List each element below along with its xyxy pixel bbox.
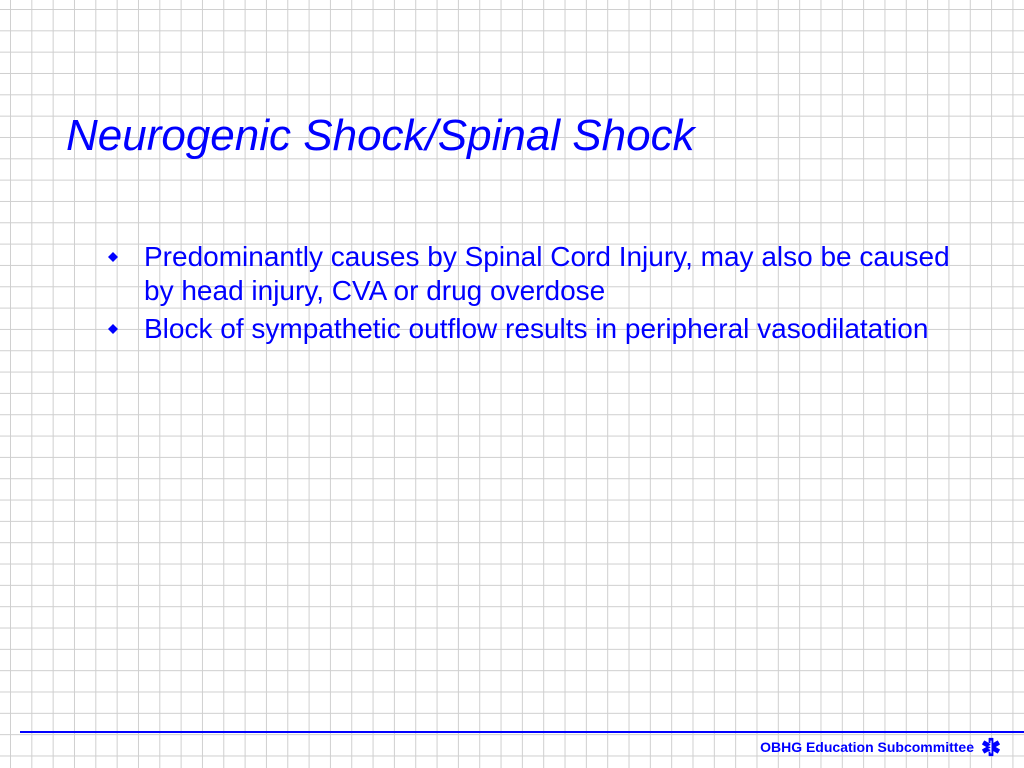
bullet-item <box>106 312 966 346</box>
diamond-bullet-icon <box>108 252 118 262</box>
footer-divider <box>20 731 1024 733</box>
diamond-bullet-icon <box>108 324 118 334</box>
bullet-text: Predominantly causes by Spinal Cord Injury, may also be caused by head injury, CVA or drug overdose <box>144 241 950 306</box>
bullet-text: Block of sympathetic outflow results in peripheral vasodilatation <box>144 313 929 344</box>
footer <box>760 736 1002 758</box>
bullet-item <box>106 240 966 308</box>
footer-text: OBHG Education Subcommittee <box>760 739 974 755</box>
bullet-list <box>106 240 966 350</box>
slide-title: Neurogenic Shock/Spinal Shock <box>66 111 695 160</box>
star-of-life-icon <box>980 736 1002 758</box>
